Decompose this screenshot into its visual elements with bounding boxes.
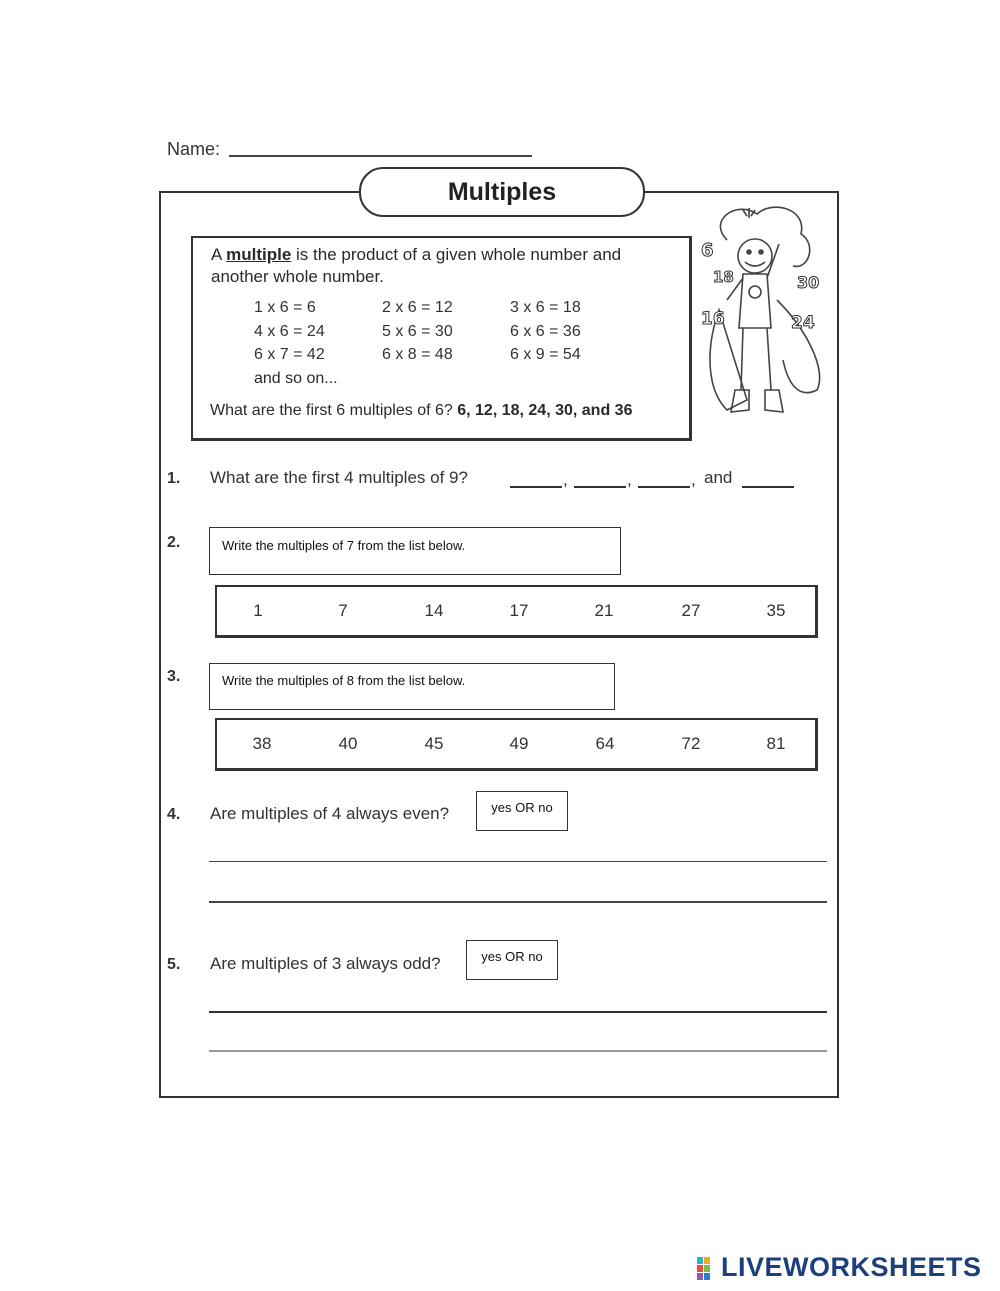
question-3-number: 3. <box>167 668 181 685</box>
q3-number[interactable]: 81 <box>766 734 786 753</box>
q2-number[interactable]: 35 <box>766 601 786 620</box>
question-4-yes-or-no[interactable]: yes OR no <box>476 791 568 831</box>
question-1-number: 1. <box>167 470 181 487</box>
q2-number[interactable]: 21 <box>594 601 614 620</box>
fact-3: 3 x 6 = 18 <box>510 299 581 316</box>
q1-and-word: and <box>704 468 733 487</box>
example-answer: 6, 12, 18, 24, 30, and 36 <box>457 402 633 419</box>
illustration-number-24: 24 <box>791 313 815 333</box>
illustration-number-18: 18 <box>713 268 734 286</box>
question-4-number: 4. <box>167 806 181 823</box>
fact-8: 6 x 8 = 48 <box>382 346 453 363</box>
fact-4: 4 x 6 = 24 <box>254 323 325 340</box>
fact-7: 6 x 7 = 42 <box>254 346 325 363</box>
name-line <box>229 155 532 157</box>
q3-number[interactable]: 40 <box>338 734 358 753</box>
definition-prefix: A <box>211 245 227 264</box>
illustration-number-6: 6 <box>701 240 714 261</box>
and-so-on: and so on... <box>254 370 338 387</box>
question-5-text: Are multiples of 3 always odd? <box>210 954 441 973</box>
definition-suffix: is the product of a given whole number and another whole number. <box>211 245 622 286</box>
superhero-illustration <box>697 200 829 428</box>
question-2-prompt[interactable]: Write the multiples of 7 from the list below. <box>209 527 621 575</box>
fact-5: 5 x 6 = 30 <box>382 323 453 340</box>
q4-answer-line-1[interactable] <box>209 861 827 862</box>
name-label: Name: <box>167 139 221 159</box>
q1-separator-1: , <box>563 470 568 489</box>
q3-number[interactable]: 45 <box>424 734 444 753</box>
question-3-prompt[interactable]: Write the multiples of 8 from the list below. <box>209 663 615 710</box>
liveworksheets-logo-icon <box>697 1257 719 1281</box>
q2-number[interactable]: 1 <box>253 601 263 620</box>
q3-number[interactable]: 49 <box>509 734 529 753</box>
q4-answer-line-2[interactable] <box>209 901 827 903</box>
illustration-number-30: 30 <box>797 273 820 292</box>
fact-1: 1 x 6 = 6 <box>254 299 316 316</box>
q3-number[interactable]: 64 <box>595 734 615 753</box>
example-question <box>210 402 632 420</box>
fact-9: 6 x 9 = 54 <box>510 346 581 363</box>
question-4-text: Are multiples of 4 always even? <box>210 804 450 823</box>
definition-text <box>211 244 681 288</box>
page-title: Multiples <box>359 167 645 217</box>
q1-blank-2[interactable] <box>574 486 626 488</box>
q1-blank-4[interactable] <box>742 486 794 488</box>
q5-answer-line-1[interactable] <box>209 1011 827 1013</box>
definition-term: multiple <box>226 245 292 264</box>
q3-number[interactable]: 38 <box>252 734 272 753</box>
q1-separator-3: , <box>691 470 696 489</box>
question-1-text: What are the first 4 multiples of 9? <box>210 468 468 487</box>
q1-separator-2: , <box>627 470 632 489</box>
question-5-number: 5. <box>167 956 181 973</box>
q1-blank-3[interactable] <box>638 486 690 488</box>
fact-2: 2 x 6 = 12 <box>382 299 453 316</box>
q2-number[interactable]: 17 <box>509 601 529 620</box>
q3-number[interactable]: 72 <box>681 734 701 753</box>
illustration-number-16: 16 <box>701 309 725 329</box>
question-2-number: 2. <box>167 534 181 551</box>
fact-6: 6 x 6 = 36 <box>510 323 581 340</box>
q5-answer-line-2[interactable] <box>209 1050 827 1052</box>
question-5-yes-or-no[interactable]: yes OR no <box>466 940 558 980</box>
q2-number[interactable]: 14 <box>424 601 444 620</box>
q1-blank-1[interactable] <box>510 486 562 488</box>
example-question-text: What are the first 6 multiples of 6? <box>210 402 453 419</box>
q2-number[interactable]: 27 <box>681 601 701 620</box>
liveworksheets-brand[interactable]: LIVEWORKSHEETS <box>721 1252 982 1282</box>
q2-number[interactable]: 7 <box>338 601 348 620</box>
